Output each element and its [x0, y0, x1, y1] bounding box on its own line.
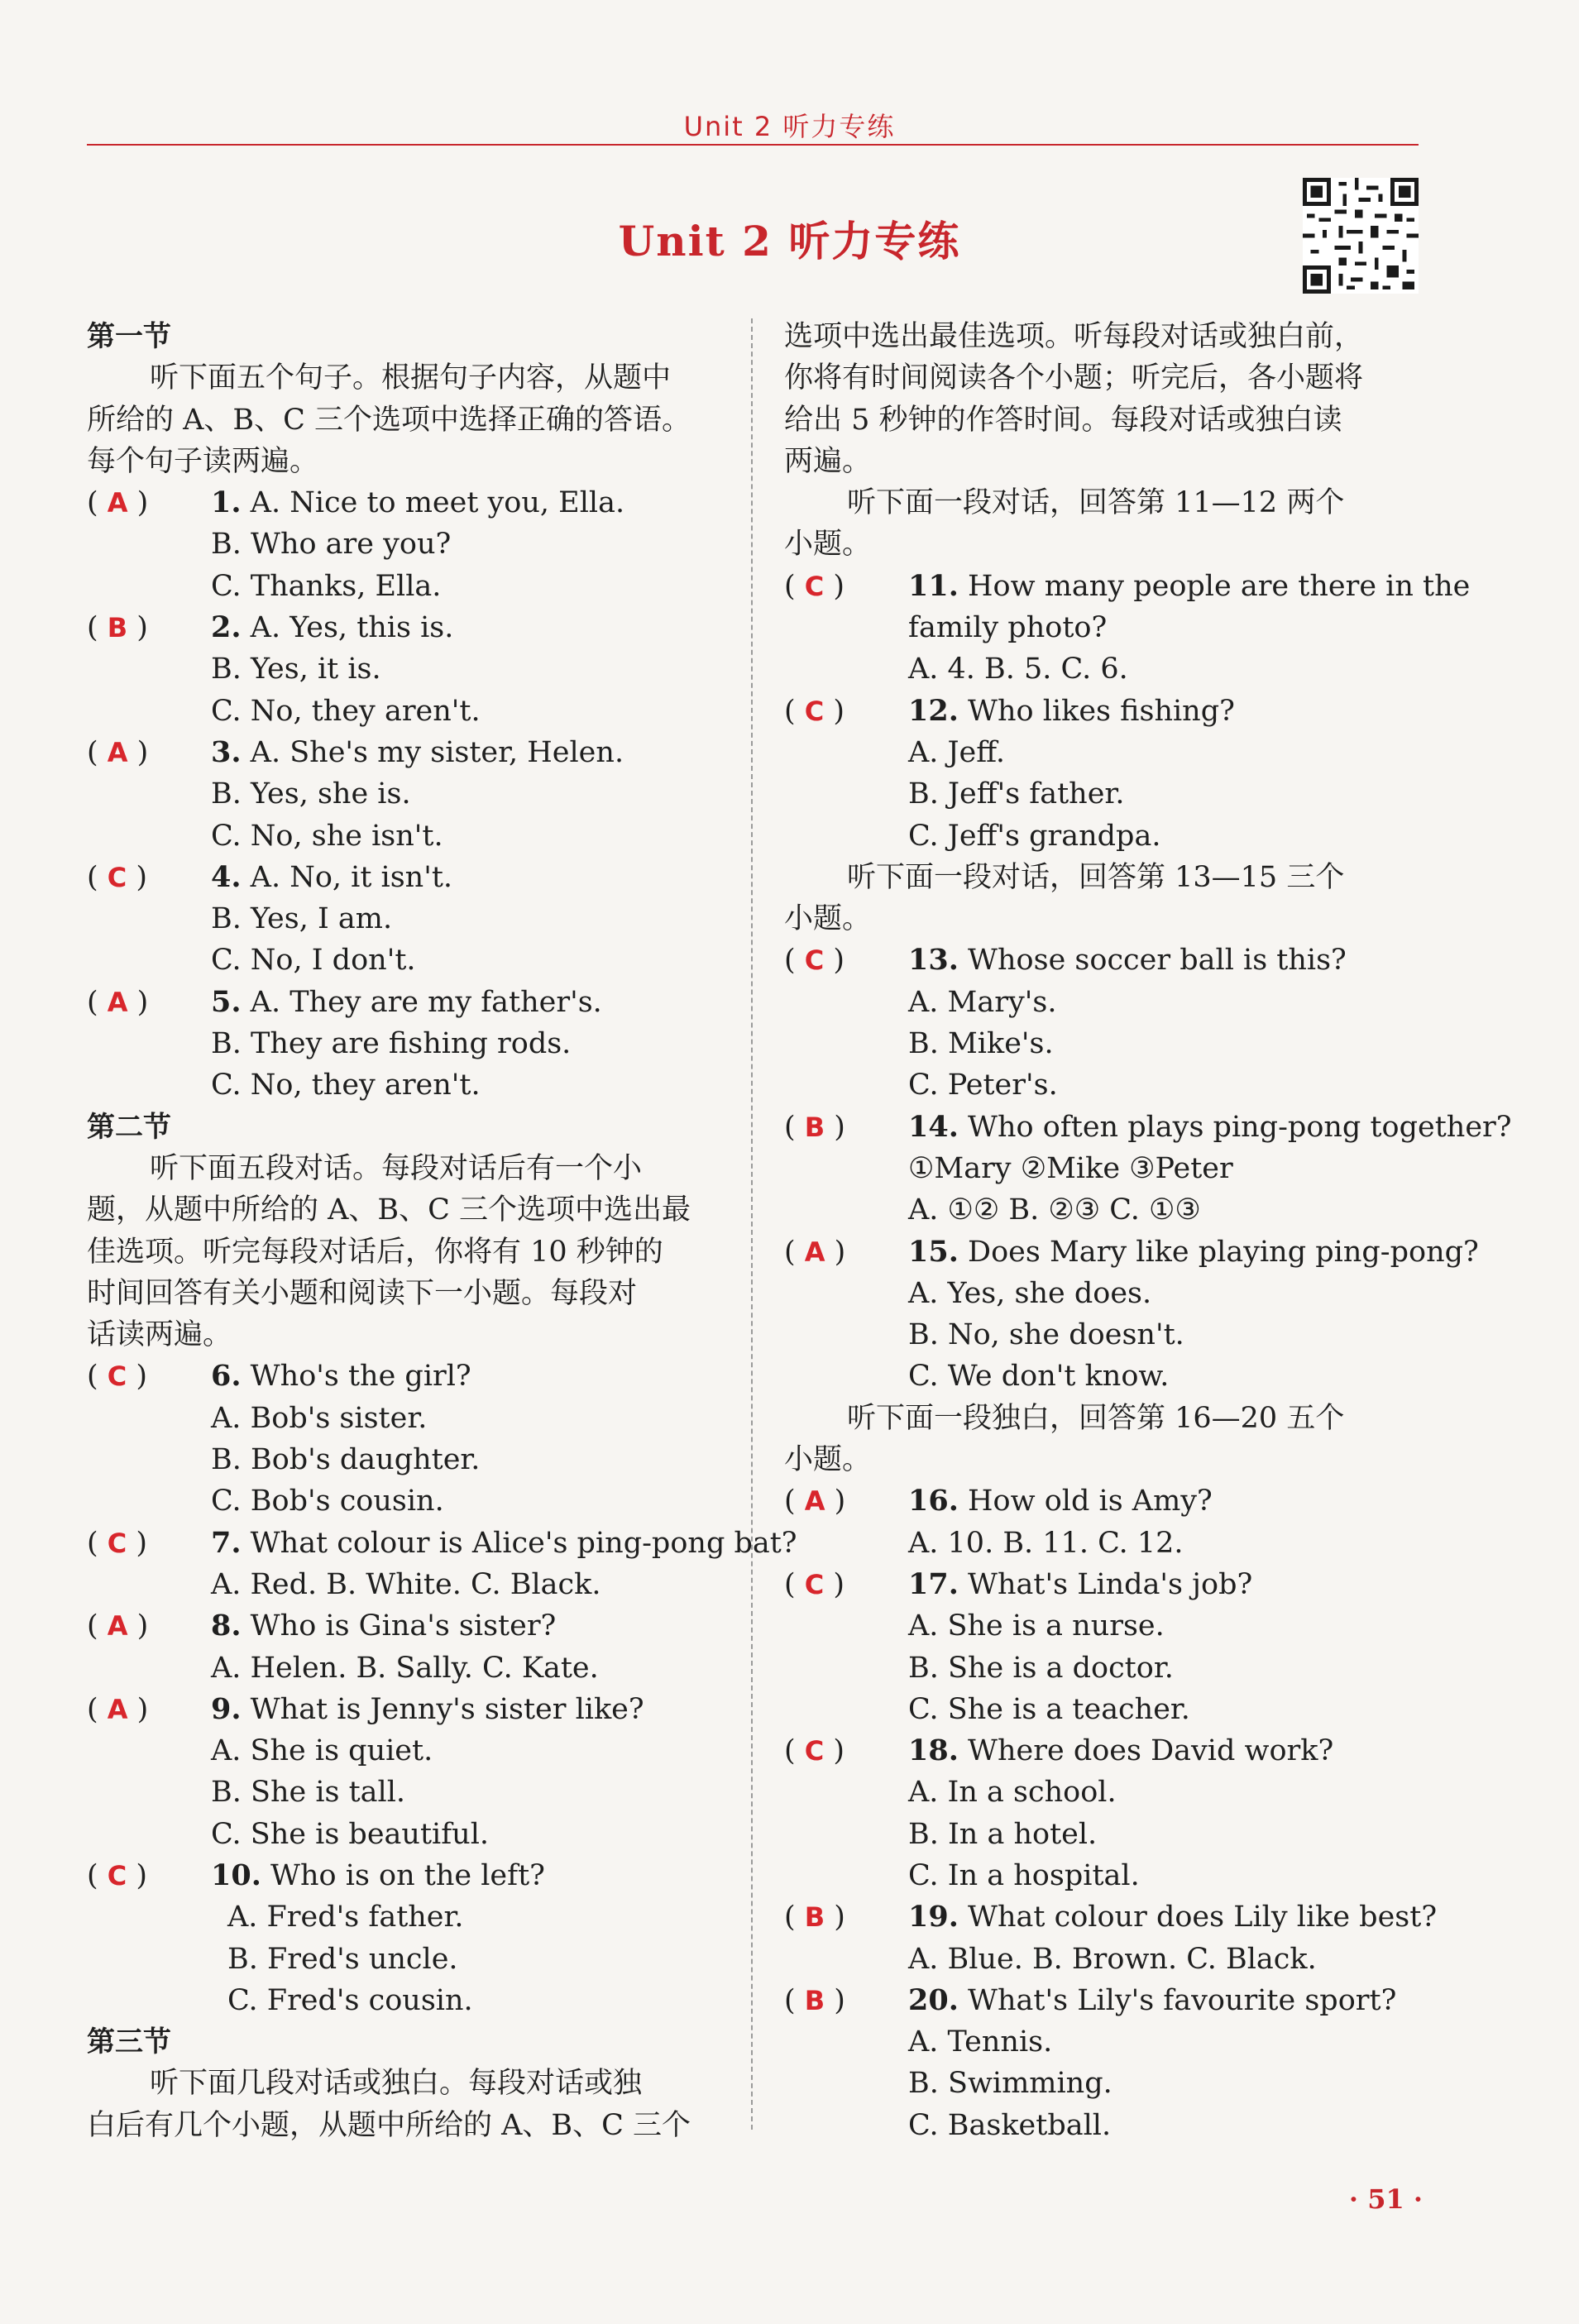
- answer-bracket: ( B ): [784, 1901, 845, 1934]
- question-text: What colour is Alice's ping-pong bat?: [241, 1526, 797, 1560]
- answer-bracket: ( C ): [87, 1858, 148, 1892]
- question-row: [784, 1480, 1429, 1522]
- answer-bracket: ( C ): [784, 1734, 845, 1768]
- section-heading: 第一节: [87, 320, 171, 353]
- answer-bracket: ( C ): [784, 569, 845, 603]
- answer-bracket: ( C ): [87, 1526, 148, 1560]
- answer-option: B. Swimming.: [908, 2067, 1112, 2101]
- question-row: [784, 1231, 1479, 1273]
- question-text: What colour does Lily like best?: [958, 1901, 1438, 1934]
- answer-option: C. No, they aren't.: [211, 694, 481, 728]
- question-number: 10.: [211, 1858, 261, 1892]
- instruction-line: 佳选项。听完每段对话后，你将有 10 秒钟的: [87, 1235, 663, 1269]
- answer-option: B. Mike's.: [908, 1027, 1054, 1061]
- answer-letter: B: [804, 1901, 825, 1934]
- answer-bracket: ( B ): [784, 1110, 845, 1144]
- answer-option: C. Jeff's grandpa.: [908, 819, 1161, 853]
- answer-option: B. Fred's uncle.: [227, 1942, 458, 1976]
- section-heading: 第二节: [87, 1110, 171, 1144]
- question-number: 20.: [908, 1982, 959, 2017]
- answer-option: B. No, she doesn't.: [908, 1318, 1184, 1352]
- question-row: [87, 607, 732, 648]
- question-number: 5.: [211, 984, 242, 1019]
- question-text: What is Jenny's sister like?: [241, 1692, 644, 1726]
- question-number: 17.: [908, 1566, 959, 1601]
- question-number: 8.: [211, 1609, 242, 1643]
- question-number: 13.: [908, 943, 959, 978]
- answer-option: C. No, I don't.: [211, 944, 416, 978]
- question-number: 15.: [908, 1234, 959, 1269]
- question-number: 19.: [908, 1900, 959, 1934]
- instruction-line: 所给的 A、B、C 三个选项中选择正确的答语。: [87, 403, 691, 437]
- answer-letter: C: [107, 1527, 127, 1559]
- instruction-line: 小题。: [784, 902, 872, 936]
- question-text: Who's the girl?: [241, 1360, 471, 1394]
- question-text: Where does David work?: [958, 1734, 1334, 1768]
- instruction-line: 听下面五段对话。每段对话后有一个小: [150, 1151, 643, 1185]
- answer-letter: C: [804, 1568, 825, 1600]
- answer-bracket: ( C ): [87, 860, 148, 894]
- instruction-line: 你将有时间阅读各个小题；听完后，各小题将: [784, 361, 1364, 395]
- question-row: [87, 732, 732, 773]
- question-text: A. Yes, this is.: [241, 611, 454, 645]
- question-number: 3.: [211, 734, 242, 769]
- instruction-line: 白后有几个小题，从题中所给的 A、B、C 三个: [87, 2108, 691, 2142]
- answer-option: B. They are fishing rods.: [211, 1027, 572, 1061]
- answer-option: A. Bob's sister.: [211, 1401, 428, 1435]
- answer-option: B. In a hotel.: [908, 1817, 1098, 1851]
- question-text: Does Mary like playing ping-pong?: [958, 1235, 1479, 1269]
- question-text: Who likes fishing?: [958, 694, 1235, 728]
- instruction-line: 小题。: [784, 528, 872, 562]
- answer-letter: C: [107, 1859, 127, 1891]
- question-row: [87, 982, 732, 1023]
- answer-option: A. Red. B. White. C. Black.: [211, 1567, 601, 1601]
- question-number: 12.: [908, 693, 959, 728]
- question-text: A. They are my father's.: [241, 985, 602, 1019]
- answer-bracket: ( A ): [87, 735, 149, 769]
- answer-option: A. Fred's father.: [227, 1901, 464, 1934]
- question-number: 6.: [211, 1359, 242, 1394]
- answer-option: C. She is beautiful.: [211, 1817, 490, 1851]
- answer-option: A. Jeff.: [908, 735, 1006, 769]
- instruction-line: 听下面一段对话，回答第 11—12 两个: [847, 486, 1345, 520]
- answer-letter: C: [107, 1360, 127, 1393]
- question-number: 14.: [908, 1109, 959, 1144]
- answer-option: A. 10. B. 11. C. 12.: [908, 1526, 1184, 1560]
- answer-option: A. She is quiet.: [211, 1734, 433, 1768]
- answer-bracket: ( C ): [784, 1567, 845, 1601]
- question-text: A. Nice to meet you, Ella.: [241, 486, 625, 520]
- answer-bracket: ( A ): [87, 1609, 149, 1643]
- instruction-line: 两遍。: [784, 444, 872, 478]
- instruction-line: 每个句子读两遍。: [87, 444, 319, 478]
- header-rule: [87, 144, 1419, 146]
- instruction-line: 小题。: [784, 1443, 872, 1477]
- left-column: [87, 316, 797, 2146]
- instruction-line: 听下面几段对话或独白。每段对话或独: [150, 2067, 643, 2101]
- question-text: Who is Gina's sister?: [241, 1609, 557, 1643]
- question-row: [87, 1605, 732, 1647]
- answer-bracket: ( C ): [784, 944, 845, 978]
- answer-option: B. Yes, it is.: [211, 653, 381, 686]
- answer-bracket: ( B ): [87, 611, 148, 645]
- answer-option: B. Yes, she is.: [211, 777, 411, 811]
- answer-option: B. Who are you?: [211, 528, 452, 562]
- instruction-line: 时间回答有关小题和阅读下一小题。每段对: [87, 1276, 638, 1310]
- instruction-line: 给出 5 秒钟的作答时间。每段对话或独白读: [784, 403, 1342, 437]
- page-title: Unit 2 听力专练: [618, 217, 961, 265]
- answer-option: B. Jeff's father.: [908, 777, 1125, 811]
- question-row: [87, 1689, 732, 1730]
- instruction-line: 听下面五个句子。根据句子内容，从题中: [150, 361, 672, 395]
- answer-option: B. Yes, I am.: [211, 902, 393, 936]
- answer-letter: A: [804, 1236, 825, 1268]
- answer-option: C. She is a teacher.: [908, 1692, 1190, 1726]
- answer-letter: B: [804, 1111, 825, 1143]
- section-heading: 第三节: [87, 2025, 171, 2059]
- question-text: What's Lily's favourite sport?: [958, 1983, 1397, 2017]
- question-text: Whose soccer ball is this?: [958, 944, 1347, 978]
- answer-bracket: ( B ): [784, 1983, 845, 2017]
- answer-option: C. No, she isn't.: [211, 819, 443, 853]
- answer-option: A. Yes, she does.: [908, 1276, 1152, 1310]
- answer-option: ①Mary ②Mike ③Peter: [908, 1151, 1233, 1185]
- answer-option: C. Thanks, Ella.: [211, 569, 442, 603]
- answer-bracket: ( C ): [87, 1360, 148, 1394]
- answer-letter: A: [804, 1485, 825, 1518]
- answer-option: A. ①② B. ②③ C. ①③: [908, 1193, 1201, 1227]
- question-row: [784, 1980, 1429, 2021]
- answer-letter: B: [804, 1984, 825, 2016]
- answer-option: A. Blue. B. Brown. C. Black.: [908, 1942, 1317, 1976]
- answer-option: A. Mary's.: [908, 985, 1057, 1019]
- question-text: Who is on the left?: [261, 1858, 545, 1892]
- question-text: What's Linda's job?: [958, 1567, 1253, 1601]
- question-row: [784, 1896, 1438, 1938]
- column-divider: [751, 318, 753, 2130]
- question-number: 9.: [211, 1691, 242, 1726]
- answer-option: A. Helen. B. Sally. C. Kate.: [211, 1651, 599, 1685]
- question-number: 11.: [908, 568, 959, 603]
- answer-option: B. She is a doctor.: [908, 1651, 1174, 1685]
- answer-option: C. No, they aren't.: [211, 1069, 481, 1102]
- answer-bracket: ( A ): [87, 1692, 149, 1726]
- question-number: 16.: [908, 1484, 959, 1518]
- question-number: 18.: [908, 1733, 959, 1768]
- question-row: [87, 857, 732, 898]
- question-number: 2.: [211, 610, 242, 645]
- instruction-line: 话读两遍。: [87, 1318, 232, 1352]
- instruction-line: 听下面一段独白，回答第 16—20 五个: [847, 1401, 1345, 1435]
- question-row: [784, 1107, 1512, 1148]
- answer-option: C. Basketball.: [908, 2108, 1112, 2142]
- question-text: A. She's my sister, Helen.: [241, 735, 624, 769]
- question-row: [784, 691, 1429, 732]
- answer-option: B. She is tall.: [211, 1776, 406, 1810]
- answer-option: B. Bob's daughter.: [211, 1443, 481, 1477]
- answer-letter: A: [107, 1693, 128, 1725]
- question-number: 7.: [211, 1525, 242, 1560]
- answer-option: A. In a school.: [908, 1776, 1117, 1810]
- question-row: [87, 1523, 797, 1564]
- answer-letter: B: [107, 612, 128, 644]
- question-text: Who often plays ping-pong together?: [958, 1110, 1512, 1144]
- answer-option: family photo?: [908, 611, 1108, 645]
- answer-option: A. She is a nurse.: [908, 1609, 1165, 1643]
- instruction-line: 选项中选出最佳选项。听每段对话或独白前，: [784, 320, 1364, 353]
- answer-bracket: ( A ): [784, 1485, 846, 1518]
- question-text: A. No, it isn't.: [241, 860, 453, 894]
- answer-letter: C: [804, 944, 825, 977]
- answer-letter: A: [107, 986, 128, 1018]
- answer-option: A. Tennis.: [908, 2025, 1053, 2059]
- instruction-line: 听下面一段对话，回答第 13—15 三个: [847, 860, 1345, 894]
- running-header: Unit 2 听力专练: [683, 111, 896, 142]
- answer-bracket: ( A ): [87, 985, 149, 1019]
- question-row: [87, 482, 732, 524]
- answer-letter: C: [107, 861, 127, 893]
- answer-option: C. In a hospital.: [908, 1858, 1140, 1892]
- question-row: [87, 1855, 732, 1896]
- answer-option: A. 4. B. 5. C. 6.: [908, 653, 1128, 686]
- answer-option: C. Fred's cousin.: [227, 1983, 473, 2017]
- question-row: [784, 940, 1429, 981]
- answer-letter: C: [804, 695, 825, 727]
- question-number: 1.: [211, 485, 242, 520]
- question-row: [87, 1356, 732, 1397]
- question-row: [784, 1730, 1429, 1772]
- question-number: 4.: [211, 859, 242, 894]
- answer-bracket: ( A ): [784, 1235, 846, 1269]
- question-row: [784, 1564, 1429, 1605]
- instruction-line: 题，从题中所给的 A、B、C 三个选项中选出最: [87, 1193, 691, 1227]
- answer-letter: C: [804, 570, 825, 602]
- qr-code-icon: [1303, 178, 1419, 294]
- question-text: How old is Amy?: [958, 1485, 1213, 1518]
- page-number: · 51 ·: [1348, 2183, 1423, 2215]
- answer-letter: A: [107, 1610, 128, 1643]
- answer-option: C. Bob's cousin.: [211, 1485, 444, 1518]
- right-column: [784, 316, 1512, 2146]
- answer-letter: C: [804, 1735, 825, 1767]
- answer-letter: A: [107, 487, 128, 519]
- answer-bracket: ( A ): [87, 486, 149, 520]
- answer-bracket: ( C ): [784, 694, 845, 728]
- question-text: How many people are there in the: [958, 569, 1471, 603]
- question-row: [784, 566, 1471, 607]
- answer-option: C. Peter's.: [908, 1069, 1058, 1102]
- answer-letter: A: [107, 736, 128, 768]
- answer-option: C. We don't know.: [908, 1360, 1170, 1394]
